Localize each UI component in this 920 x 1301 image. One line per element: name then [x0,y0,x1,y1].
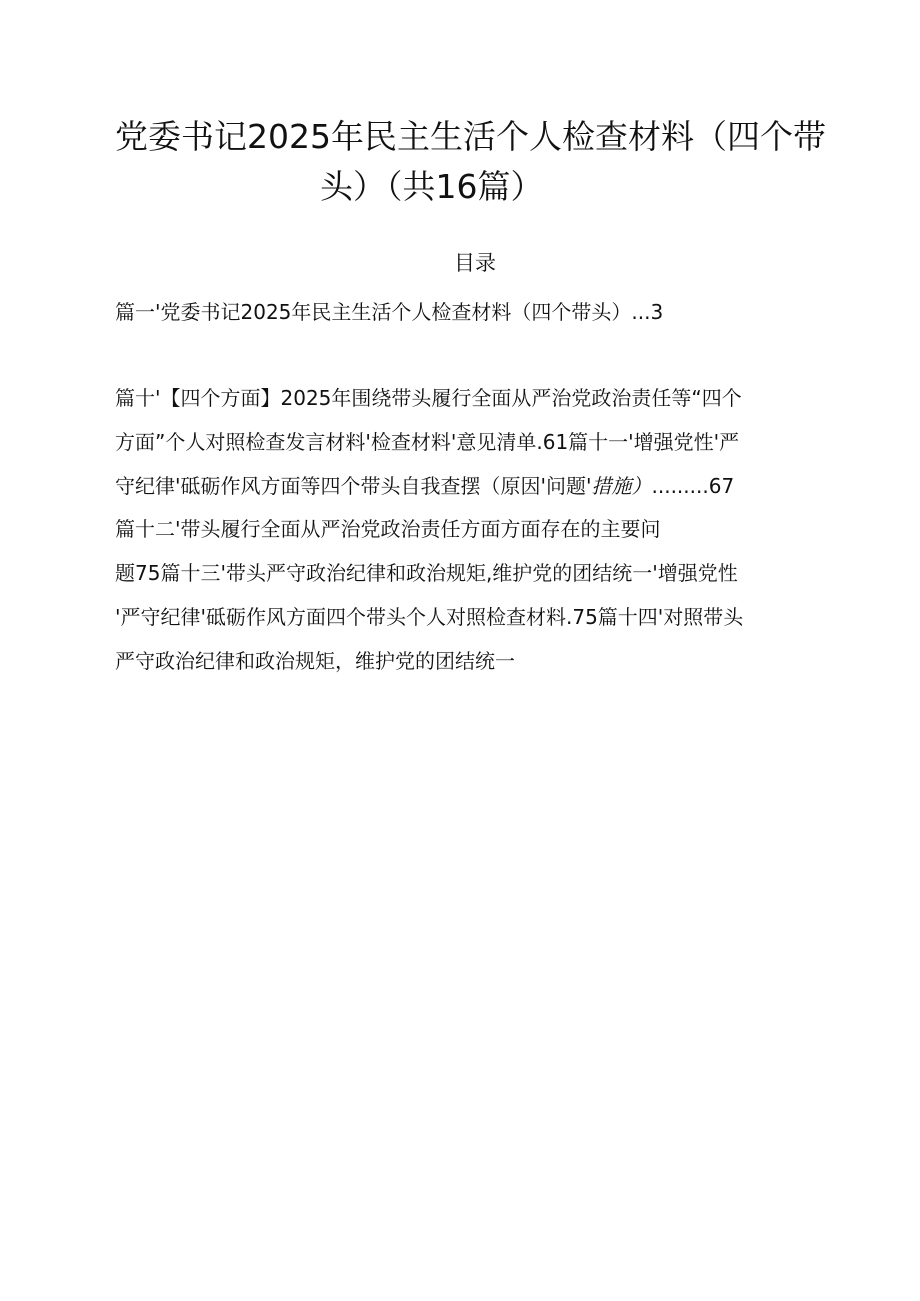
title-line-2: 头）（共16篇） [320,167,544,206]
title-line-1: 党委书记2025年民主生活个人检查材料（四个带 [115,117,826,156]
toc-line-4-italic: 措施） [591,474,652,498]
document-title [115,112,826,212]
toc-line-6[interactable]: 题75篇十三'带头严守政治纪律和政治规矩,维护党的团结统一'增强党性 [115,561,738,585]
toc-entry-10[interactable]: 篇十'【四个方面】2025年围绕带头履行全面从严治党政治责任等“四个 [115,386,742,410]
toc-line-4-page: .........67 [651,474,735,498]
toc-entry-1[interactable]: 篇一'党委书记2025年民主生活个人检查材料（四个带头）...3 [115,300,664,324]
toc-line-8[interactable]: 严守政治纪律和政治规矩，维护党的团结统一 [115,649,515,673]
toc-line-7[interactable]: '严守纪律'砥砺作风方面四个带头个人对照检查材料.75篇十四'对照带头 [115,605,744,629]
toc-heading: 目录 [454,251,496,275]
toc-line-4[interactable] [115,471,734,501]
toc-line-4-text: 守纪律'砥砺作风方面等四个带头自我查摆（原因'问题' [115,474,592,498]
toc-line-3[interactable]: 方面”个人对照检查发言材料'检查材料'意见清单.61篇十一'增强党性'严 [115,430,740,454]
toc-entry-12[interactable]: 篇十二'带头履行全面从严治党政治责任方面方面存在的主要问 [115,517,661,541]
